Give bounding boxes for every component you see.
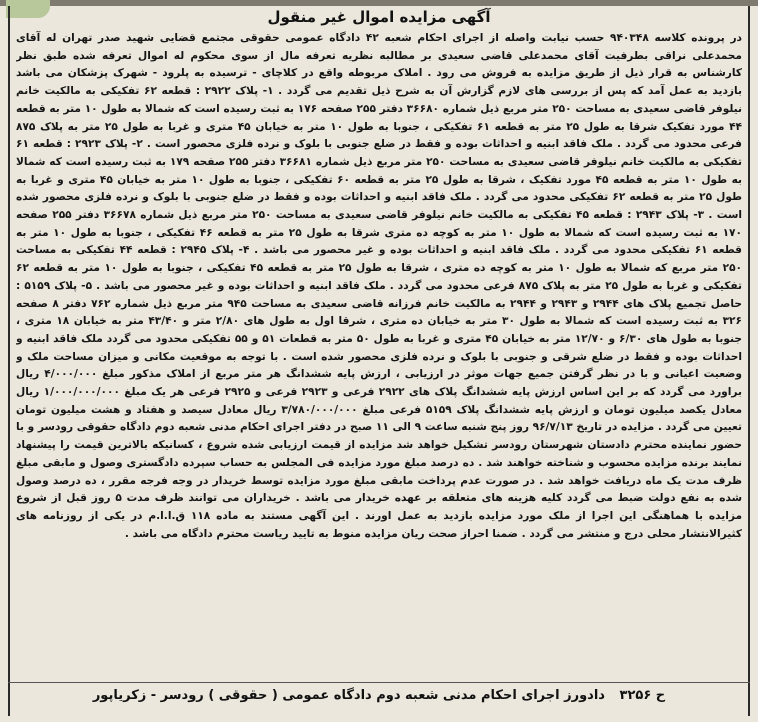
notice-footer — [16, 688, 742, 703]
notice-title: آگهی مزایده اموال غیر منقول — [267, 8, 491, 26]
notice-body: در پرونده کلاسه ۹۴۰۳۴۸ حسب نیابت واصله از اجرای احکام شعبه ۴۲ دادگاه عمومی حقوقی مجتمع قضایی شهید صدر تهران له آقای محمدعلی نراقی بطرفیت آقای محمدعلی قاضی سعیدی بر مطالبه نظریه تعرفه مال از سوی محکوم له اموال تعرفه شده طبق نظر کارشناس به قرار ذیل از طریق مزایده به فروش می رود . املاک مربوطه واقع در کلاچای - ترسیده به پلرود - شهرک پزشکان می باشد بازدید به عمل آمد که پس از بررسی های لازم گزارش آن به شرح ذیل تقدیم می گردد . ۱- پلاک ۲۹۲۲ : قطعه ۶۲ تفکیکی به مالکیت خانم نیلوفر قاضی سعیدی به مساحت ۲۵۰ متر مربع ذیل شماره ۳۶۶۸۰ دفتر ۲۵۵ صفحه ۱۷۶ به ثبت رسیده است که شمالا به طول ۱۰ متر به قطعه ۴۴ مورد تفکیک شرقا به طول ۲۵ متر به قطعه ۶۱ تفکیکی ، جنوبا به طول ۱۰ متر به خیابان ۴۵ متری و غربا به طول ۲۵ متر به پلاک ۸۷۵ فرعی محدود می گردد . ملک فاقد ابنیه و احداثات بوده و فقط در ضلع جنوبی با بلوک و نرده فلزی محصور است . ۲- پلاک ۲۹۲۳ : قطعه ۶۱ تفکیکی به مالکیت خانم نیلوفر قاضی سعیدی به مساحت ۲۵۰ متر مربع ذیل شماره ۳۶۶۸۱ دفتر ۲۵۵ صفحه ۱۷۹ به ثبت رسیده است که شمالا به طول ۱۰ متر به قطعه ۴۵ مورد تفکیک ، شرقا به طول ۲۵ متر به قطعه ۶۰ تفکیکی ، جنوبا به طول ۱۰ متر به خیابان ۴۵ متری و غربا به طول ۲۵ متر به قطعه ۶۲ تفکیکی محدود می گردد . ملک فاقد ابنیه و احداثات بوده و فقط در ضلع جنوبی با بلوک و نرده فلزی محصور شده است . ۳- پلاک ۲۹۴۳ : قطعه ۴۵ تفکیکی به مالکیت خانم نیلوفر قاضی سعیدی به مساحت ۲۵۰ متر مربع ذیل شماره ۳۶۶۷۸ دفتر ۲۵۵ صفحه ۱۷۰ به ثبت رسیده است که شمالا به طول ۱۰ متر به کوچه ده متری شرقا به طول ۲۵ متر به قطعه ۴۶ تفکیکی ، جنوبا به طول ۱۰ متر به قطعه ۶۱ تفکیکی محدود می گردد . ملک فاقد ابنیه و احداثات بوده و غیر محصور می باشد . ۴- پلاک ۲۹۴۵ : قطعه ۴۴ تفکیکی به مساحت ۲۵۰ متر مربع که شمالا به طول ۱۰ متر به کوچه ده متری ، شرقا به طول ۲۵ متر به قطعه ۴۵ تفکیکی ، جنوبا به طول ۱۰ متر به قطعه ۶۲ تفکیکی و غربا به طول ۲۵ متر به پلاک ۸۷۵ فرعی محدود می گردد . ملک فاقد ابنیه و احداثات بوده و غیر محصور می باشد . ۵- پلاک ۵۱۵۹ : حاصل تجمیع پلاک های ۲۹۴۴ و ۲۹۴۳ و ۲۹۴۴ به مالکیت خانم فرزانه قاضی سعیدی به مساحت ۹۴۵ متر مربع ذیل شماره ۷۶۲ دفتر ۸ صفحه ۳۲۶ به ثبت رسیده است که شمالا به طول ۳۰ متر به خیابان ده متری ، شرقا اول به طول های ۲/۸۰ متر و ۴۳/۴۰ متر به خیابان ۱۸ متری ، جنوبا به طول های ۶/۳۰ و ۱۲/۷۰ متر به خیابان ۴۵ متری و غربا به طول ۵۰ متر به قطعات ۵۱ و ۵۵ تفکیکی محدود می گردد ملک فاقد ابنیه و احداثات بوده و فقط در ضلع شرقی و جنوبی با بلوک و نرده فلزی محصور شده است . با توجه به موقعیت مکانی و میزان مساحت ملک و وضعیت اعیانی و با در نظر گرفتن جمیع جهات موثر در ارزیابی ، ارزش پایه ششدانگ هر متر مربع از املاک مذکور مبلغ ۴/۰۰۰/۰۰۰ ریال براورد می گردد که بر این اساس ارزش پایه ششدانگ پلاک های ۲۹۲۲ فرعی و ۲۹۲۳ فرعی و ۲۹۲۵ فرعی هر یک مبلغ ۱/۰۰۰/۰۰۰/۰۰۰ ریال معادل یکصد میلیون تومان و ارزش پایه ششدانگ پلاک ۵۱۵۹ فرعی مبلغ ۳/۷۸۰/۰۰۰/۰۰۰ ریال معادل سیصد و هفتاد و هشت میلیون تومان تعیین می گردد . مزایده در تاریخ ۹۶/۷/۱۳ روز پنج شنبه ساعت ۹ الی ۱۱ صبح در دفتر اجرای احکام مدنی شعبه دوم دادگاه حقوقی رودسر و با حضور نماینده محترم دادستان شهرستان رودسر تشکیل خواهد شد مزایده از قیمت ارزیابی شده شروع ، کسانیکه بالاترین قیمت را پیشنهاد نمایند برنده مزایده محسوب و شناخته خواهند شد . ده درصد مبلغ مورد مزایده فی المجلس به حساب سپرده دادگستری وصول و مابقی مبلغ ظرف مدت یک ماه دریافت خواهد شد . در صورت عدم پرداخت مابقی مبلغ مورد مزایده توسط خریدار در وجه فرجه مقرر ، ده درصد وصول شده به نفع دولت ضبط می گردد کلیه هزینه های متعلقه بر عهده خریدار می باشد . خریداران می توانند ظرف مدت ۵ روز قبل از شروع مزایده با هماهنگی این اجرا از ملک مورد مزایده بازدید به عمل اورند . این آگهی مستند به ماده ۱۱۸ ق.ا.ا.م در یکی از روزنامه های کثیرالانتشار محلی درج و منتشر می گردد . ضمنا احراز صحت ریان مزایده منوط به تایید ریاست محترم دادگاه می باشد . — [16, 32, 742, 540]
footer-signature: دادورز اجرای احکام مدنی شعبه دوم دادگاه عمومی ( حقوقی ) رودسر - زکریاپور — [92, 688, 605, 703]
footer-divider — [8, 682, 750, 683]
footer-reference: ح ۳۲۵۶ — [619, 688, 666, 703]
